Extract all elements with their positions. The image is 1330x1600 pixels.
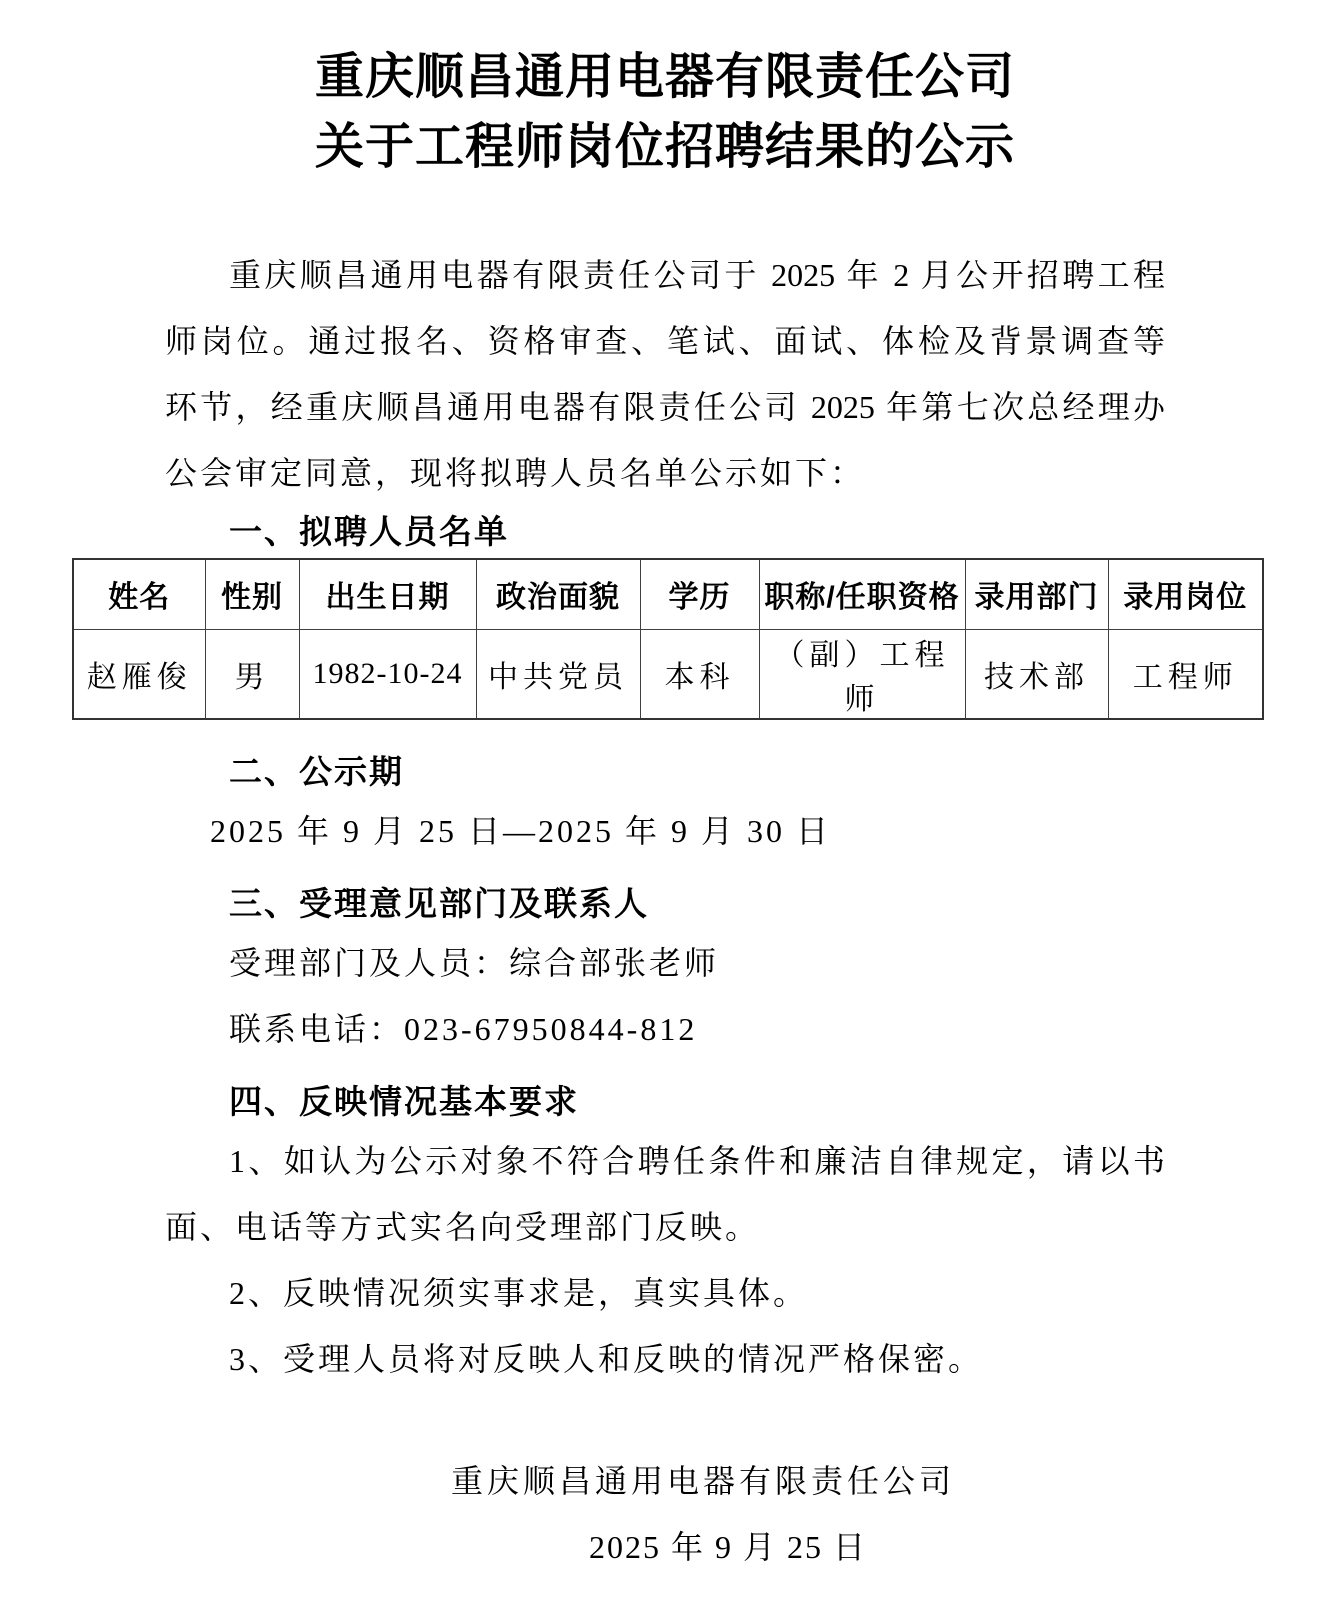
document-title (165, 42, 1165, 182)
requirement-item-3: 3、受理人员将对反映人和反映的情况严格保密。 (229, 1340, 984, 1377)
title-line-2: 关于工程师岗位招聘结果的公示 (314, 119, 1015, 174)
cell-political-status: 中共党员 (476, 629, 640, 719)
signature-company: 重庆顺昌通用电器有限责任公司 (450, 1462, 955, 1499)
intro-line-1: 重庆顺昌通用电器有限责任公司于 2025 年 2 月公开招聘工程 (229, 257, 1165, 293)
header-cell-name: 姓名 (73, 559, 205, 629)
contact-phone-line: 联系电话：023-67950844-812 (229, 1010, 698, 1047)
cell-hiring-department: 技术部 (965, 629, 1108, 719)
header-cell-education: 学历 (640, 559, 759, 629)
table-row (73, 629, 1263, 719)
cell-name: 赵雁俊 (73, 629, 205, 719)
intro-line-4: 公会审定同意，现将拟聘人员名单公示如下： (165, 455, 866, 491)
section-1-heading: 一、拟聘人员名单 (229, 513, 509, 550)
section-2-heading: 二、公示期 (229, 752, 404, 790)
header-cell-gender: 性别 (205, 559, 299, 629)
cell-birthdate: 1982-10-24 (299, 629, 476, 719)
publicity-period: 2025 年 9 月 25 日—2025 年 9 月 30 日 (210, 812, 832, 849)
cell-title-qualification: （副）工程师 (759, 629, 965, 719)
title-line-1: 重庆顺昌通用电器有限责任公司 (314, 49, 1015, 104)
header-cell-hiring-department: 录用部门 (965, 559, 1108, 629)
signature-block (165, 1448, 1165, 1580)
contact-department-line: 受理部门及人员：综合部张老师 (229, 944, 720, 981)
requirement-item-1-line-2: 面、电话等方式实名向受理部门反映。 (165, 1208, 761, 1245)
header-cell-hiring-position: 录用岗位 (1108, 559, 1263, 629)
section-3-heading: 三、受理意见部门及联系人 (229, 884, 649, 922)
header-cell-political-status: 政治面貌 (476, 559, 640, 629)
cell-hiring-position: 工程师 (1108, 629, 1263, 719)
intro-paragraph (165, 242, 1165, 506)
header-cell-title-qualification: 职称/任职资格 (759, 559, 965, 629)
candidate-roster-table (72, 558, 1264, 720)
signature-date: 2025 年 9 月 25 日 (588, 1528, 867, 1565)
section-4-heading: 四、反映情况基本要求 (229, 1082, 579, 1120)
requirement-item-2: 2、反映情况须实事求是，真实具体。 (229, 1274, 809, 1311)
requirement-item-1-line-1: 1、如认为公示对象不符合聘任条件和廉洁自律规定，请以书 (229, 1142, 1165, 1179)
intro-line-2: 师岗位。通过报名、资格审查、笔试、面试、体检及背景调查等 (165, 323, 1165, 359)
cell-education: 本科 (640, 629, 759, 719)
intro-line-3: 环节，经重庆顺昌通用电器有限责任公司 2025 年第七次总经理办 (165, 389, 1165, 425)
table-header-row (73, 559, 1263, 629)
cell-gender: 男 (205, 629, 299, 719)
header-cell-birthdate: 出生日期 (299, 559, 476, 629)
